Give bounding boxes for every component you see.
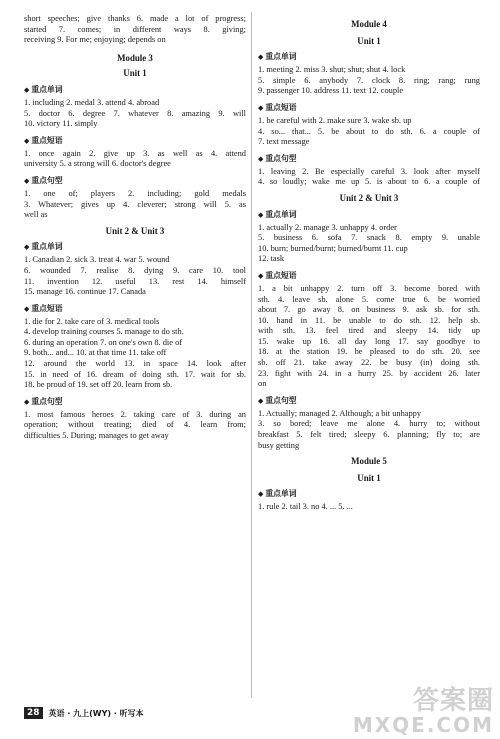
answer-line: 1. Actually; managed 2. Although; a bit unhappy bbox=[258, 408, 422, 418]
section-heading: Unit 1 bbox=[357, 472, 381, 483]
answer-line: sth. 4. leave sb. alone 5. come true 6. be worried bbox=[258, 294, 480, 304]
answer-line: 1. Canadian 2. sick 3. treat 4. war 5. wound bbox=[24, 255, 170, 265]
subsection-label-text: 重点短语 bbox=[31, 135, 63, 145]
section-heading: Module 5 bbox=[351, 456, 387, 467]
answer-line: 5. simple 6. anybody 7. clock 8. ring; rang; rung bbox=[258, 75, 480, 85]
subsection-label bbox=[24, 176, 246, 186]
left-column bbox=[24, 14, 246, 442]
answer-line: 1. actually 2. manage 3. unhappy 4. order bbox=[258, 222, 397, 232]
answer-line: 15. wake up 16. all day long 17. say goodbye to bbox=[258, 336, 480, 346]
subsection-label-text: 重点句型 bbox=[265, 395, 297, 405]
answer-line: busy getting bbox=[258, 440, 300, 450]
answer-line: 10. hand in 11. be unable to do sth. 12. help sb. bbox=[258, 315, 480, 325]
subsection-label bbox=[24, 85, 246, 95]
column-divider bbox=[251, 12, 252, 698]
section-heading: Module 4 bbox=[351, 19, 387, 29]
diamond-icon: ◆ bbox=[24, 136, 30, 145]
answer-line: 5. business 6. sofa 7. snack 8. empty 9. unable bbox=[258, 233, 480, 243]
answer-line: 6. wounded 7. realise 8. dying 9. care 10. tool bbox=[24, 265, 246, 275]
subsection-label-text: 重点句型 bbox=[31, 175, 63, 185]
section-heading: Unit 1 bbox=[357, 35, 381, 46]
subsection-label bbox=[258, 103, 480, 113]
answer-line: 1. including 2. medal 3. attend 4. abroad bbox=[24, 97, 160, 107]
subsection-label-text: 重点单词 bbox=[265, 489, 297, 499]
answer-line: 1. a bit unhappy 2. turn off 3. become bored with bbox=[258, 283, 480, 293]
subsection-label bbox=[24, 242, 246, 252]
subsection-label-text: 重点单词 bbox=[265, 209, 297, 219]
diamond-icon: ◆ bbox=[24, 243, 30, 252]
answer-line: started 7. comes; in different ways 8. giving; bbox=[24, 24, 246, 34]
subsection-label-text: 重点单词 bbox=[31, 242, 63, 252]
answer-line: 1. leaving 2. Be especially careful 3. look after myself bbox=[258, 166, 480, 176]
answer-line: 1. rule 2. tail 3. no 4. ... 5. ... bbox=[258, 502, 353, 512]
answer-line: operation; without treating; died of 4. learn from; bbox=[24, 420, 246, 430]
subsection-label bbox=[258, 271, 480, 281]
subsection-label bbox=[258, 154, 480, 164]
diamond-icon: ◆ bbox=[24, 397, 30, 406]
answer-line: 10. burn; burned/burnt; burned/burnt 11. cup bbox=[258, 243, 408, 253]
answer-line: sb. off 21. take away 22. be busy (in) doing sth. bbox=[258, 358, 480, 368]
answer-line: 15. in need of 16. dream of doing sth. 17. wait for sb. bbox=[24, 369, 246, 379]
watermark-logo bbox=[353, 687, 494, 735]
subsection-label-text: 重点短语 bbox=[31, 303, 63, 313]
answer-line: breakfast 5. felt tired; sleepy 6. planning; fly to; are bbox=[258, 430, 480, 440]
answer-line: short speeches; give thanks 6. made a lot of progress; bbox=[24, 14, 246, 23]
answer-line: 15. manage 16. continue 17. Canada bbox=[24, 287, 146, 297]
answer-line: 9. both... and... 10. at that time 11. take off bbox=[24, 348, 167, 358]
answer-line: 4. so loudly; wake me up 5. is about to 6. a couple of bbox=[258, 177, 480, 187]
answer-line: 1. one of; players 2. including; gold medals bbox=[24, 188, 246, 198]
answer-line: 11. invention 12. useful 13. rest 14. himself bbox=[24, 276, 246, 286]
subsection-label bbox=[24, 397, 246, 407]
watermark-main: 答案圈 bbox=[412, 686, 494, 716]
answer-line: 12. around the world 13. in space 14. look after bbox=[24, 359, 246, 369]
subsection-label bbox=[258, 210, 480, 220]
subsection-label bbox=[258, 396, 480, 406]
answer-line: well as bbox=[24, 210, 48, 220]
answer-line: 9. passenger 10. address 11. text 12. couple bbox=[258, 86, 404, 96]
answer-line: receiving 9. For me; enjoying; depends on bbox=[24, 35, 166, 45]
answer-line: 1. meeting 2. miss 3. shut; shut; shut 4. lock bbox=[258, 65, 406, 75]
subsection-label-text: 重点短语 bbox=[265, 102, 297, 112]
diamond-icon: ◆ bbox=[258, 103, 264, 112]
subsection-label-text: 重点短语 bbox=[265, 270, 297, 280]
section-heading: Unit 2 & Unit 3 bbox=[339, 192, 399, 203]
diamond-icon: ◆ bbox=[24, 176, 30, 185]
answer-line: 3. so bored; leave me alone 4. hurry to; without bbox=[258, 419, 480, 429]
subsection-label-text: 重点单词 bbox=[31, 84, 63, 94]
section-heading: Unit 1 bbox=[123, 68, 147, 79]
section-heading: Unit 2 & Unit 3 bbox=[105, 225, 165, 236]
watermark-site: MXQE.COM bbox=[352, 713, 494, 737]
book-title: 英语 · 九上(WY) · 听写本 bbox=[48, 708, 144, 718]
diamond-icon: ◆ bbox=[258, 210, 264, 219]
diamond-icon: ◆ bbox=[258, 154, 264, 163]
answer-line: 18. be proud of 19. set off 20. learn from sb. bbox=[24, 380, 173, 390]
answer-line: 23. fight with 24. in a hurry 25. by accident 26. later bbox=[258, 368, 480, 378]
right-column bbox=[258, 14, 480, 513]
answer-line: 18. at the station 19. be pleased to do sth. 20. see bbox=[258, 347, 480, 357]
answer-line: 12. task bbox=[258, 254, 285, 264]
page-number: 28 bbox=[24, 707, 43, 719]
diamond-icon: ◆ bbox=[258, 53, 264, 62]
diamond-icon: ◆ bbox=[258, 396, 264, 405]
page-footer bbox=[24, 704, 244, 722]
answer-line: 1. most famous heroes 2. taking care of 3. during an bbox=[24, 409, 246, 419]
answer-line: 1. die for 2. take care of 3. medical tools bbox=[24, 316, 160, 326]
answer-line: 4. develop training courses 5. manage to do sth. bbox=[24, 327, 184, 337]
answer-line: 5. doctor 6. degree 7. whatever 8. amazing 9. will bbox=[24, 108, 246, 118]
answer-line: difficulties 5. During; manages to get away bbox=[24, 431, 169, 441]
answer-line: 3. Whatever; gives up 4. cleverer; strong will 5. as bbox=[24, 199, 246, 209]
diamond-icon: ◆ bbox=[24, 304, 30, 313]
answer-line: 1. once again 2. give up 3. as well as 4. attend bbox=[24, 148, 246, 158]
subsection-label bbox=[24, 304, 246, 314]
subsection-label bbox=[258, 52, 480, 62]
subsection-label-text: 重点句型 bbox=[265, 153, 297, 163]
answer-line: with sth. 13. feel tired and sleepy 14. tidy up bbox=[258, 326, 480, 336]
diamond-icon: ◆ bbox=[258, 490, 264, 499]
answer-line: 4. so... that... 5. be about to do sth. 6. a couple of bbox=[258, 126, 480, 136]
answer-line: 7. text message bbox=[258, 137, 310, 147]
answer-line: 10. victory 11. simply bbox=[24, 119, 98, 129]
section-heading: Module 3 bbox=[117, 52, 153, 63]
subsection-label-text: 重点单词 bbox=[265, 52, 297, 62]
subsection-label bbox=[24, 136, 246, 146]
answer-line: on bbox=[258, 379, 267, 389]
diamond-icon: ◆ bbox=[258, 271, 264, 280]
answer-line: university 5. a strong will 6. doctor's degree bbox=[24, 159, 171, 169]
answer-line: 1. be careful with 2. make sure 3. wake sb. up bbox=[258, 115, 412, 125]
answer-line: about 7. go away 8. on business 9. ask sb. for sth. bbox=[258, 305, 480, 315]
answer-line: 6. during an operation 7. on one's own 8. die of bbox=[24, 337, 183, 347]
subsection-label bbox=[258, 489, 480, 499]
diamond-icon: ◆ bbox=[24, 85, 30, 94]
subsection-label-text: 重点句型 bbox=[31, 396, 63, 406]
